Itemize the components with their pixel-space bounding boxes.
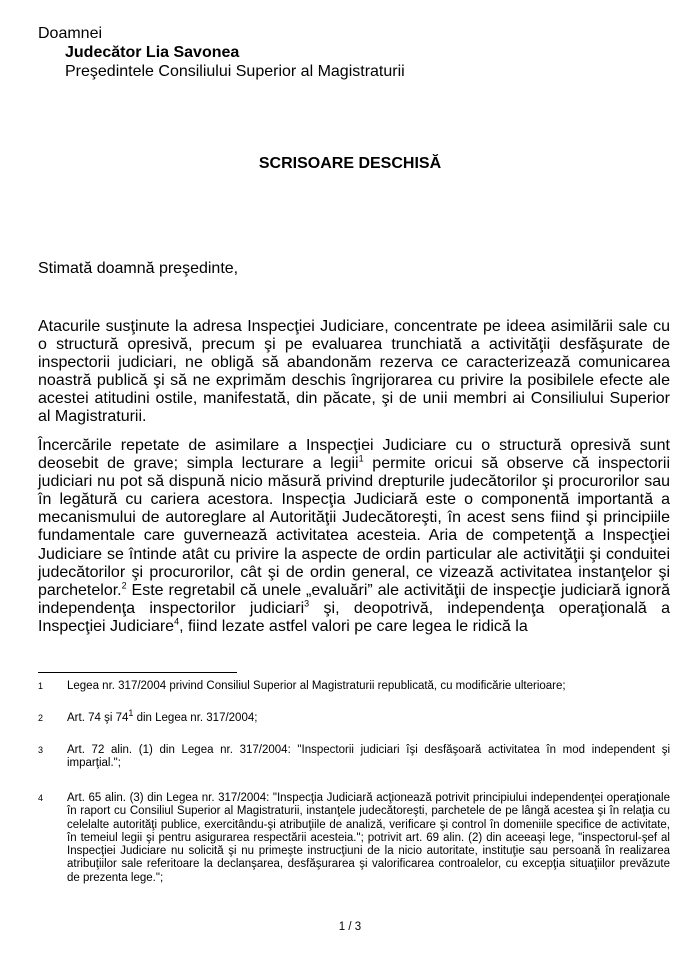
paragraph-2-text: , fiind lezate astfel valori pe care legea le ridică la [179,617,528,635]
footnote-text [67,708,670,725]
footnote-ref-3[interactable]: 3 [304,598,310,609]
footnote-text: Legea nr. 317/2004 privind Consiliul Superior al Magistraturii republicată, cu modificărie ulterioare; [67,680,566,692]
footnote-text-part: din Legea nr. 317/2004; [133,712,258,724]
paragraph-2-text: permite oricui să observe că inspectorii judiciari nu pot să dispună nicio măsură privind drepturile judecătorilor şi procurorilor sau în legătură cu cariera acestora. Inspecţia Judiciară este o componentă importantă a mecanismului de autoreglare al Autorităţii Judecătoreşti, în acest sens fiind şi principiile fundamentale care guvernează activitatea acesteia. Aria de competenţă a Inspecţiei Judiciare se întinde atât cu privire la aspecte de ordin particular ale activităţii şi conduitei judecătorilor şi procurorilor, cât şi de ordin general, ce vizează activitatea instanţelor şi parchetelor. [38,455,670,599]
greeting: Stimată doamnă preşedinte, [38,260,239,277]
footnote-text: Art. 72 alin. (1) din Legea nr. 317/2004: "Inspectorii judiciari îşi desfăşoară activitatea în mod independent şi imparţial."; [67,744,670,770]
address-line-name: Judecător Lia Savonea [65,44,240,61]
paragraph-1: Atacurile susţinute la adresa Inspecţiei Judiciare, concentrate pe ideea asimilării sale cu o structură opresivă, precum şi pe evaluarea trunchiată a activităţii desfăşurate de inspectorii judiciari, ne obligă să abandonăm rezerva ce caracterizează comunicarea noastră publică şi să ne exprimăm deschis îngrijorarea cu privire la posibilele efecte ale acestei atitudini ostile, manifestată, din păcate, şi de unii membri ai Consiliului Superior al Magistraturii. [38,318,670,426]
footnote-number: 2 [38,713,44,723]
footnote-ref-4[interactable]: 4 [174,616,180,627]
footnote-text: Art. 65 alin. (3) din Legea nr. 317/2004: "Inspecţia Judiciară acţionează potrivit principiului independenţei operaţionale în raport cu Consiliul Superior al Magistraturii, instanţele judecătoreşti, parchetele de pe lângă acestea şi în relaţia cu celelalte autorităţi publice, exercitându-şi atribuţiile de analiză, verificare şi control în domeniile specifice de activitate, în temeiul legii şi pentru asigurarea respectării acesteia."; potrivit art. 69 alin. (2) din aceeaşi lege, "inspectorul-şef al Inspecţiei Judiciare nu solicită şi nu primeşte instrucţiuni de la nicio autoritate, instituţie sau persoană în realizarea atribuţiilor sale referitoare la declanşarea, desfăşurarea şi valorificarea controalelor, cu excepţia situaţiilor prevăzute de prezenta lege."; [67,792,670,884]
page-number: 1 / 3 [338,921,362,933]
paragraph-2-text: Este regretabil că unele „evaluări” ale activităţii de inspecţie judiciară ignoră independenţa inspectorilor judiciari [38,581,670,617]
letter-title: SCRISOARE DESCHISĂ [258,155,442,172]
footnote-text-part: Art. 74 şi 74 [67,712,129,724]
footnote-superscript: 1 [128,708,134,719]
footnote-ref-1[interactable]: 1 [358,453,364,464]
footnote-separator [38,672,237,673]
footnote-number: 4 [38,793,44,803]
recipient-address [38,24,405,81]
footnote-ref-2[interactable]: 2 [121,580,127,591]
footnote-number: 1 [38,681,44,691]
footnote-number: 3 [38,745,44,755]
paragraph-2-text: Încercările repetate de asimilare a Inspecţiei Judiciare cu o structură opresivă sunt deosebit de grave; simpla lecturare a legii [38,437,670,473]
address-line-position: Preşedintele Consiliului Superior al Magistraturii [65,63,405,80]
address-line-salutation: Doamnei [38,25,103,42]
paragraph-2 [38,437,670,636]
paragraph-2-text: şi, deopotrivă, independenţa operaţională a Inspecţiei Judiciare [38,599,671,635]
